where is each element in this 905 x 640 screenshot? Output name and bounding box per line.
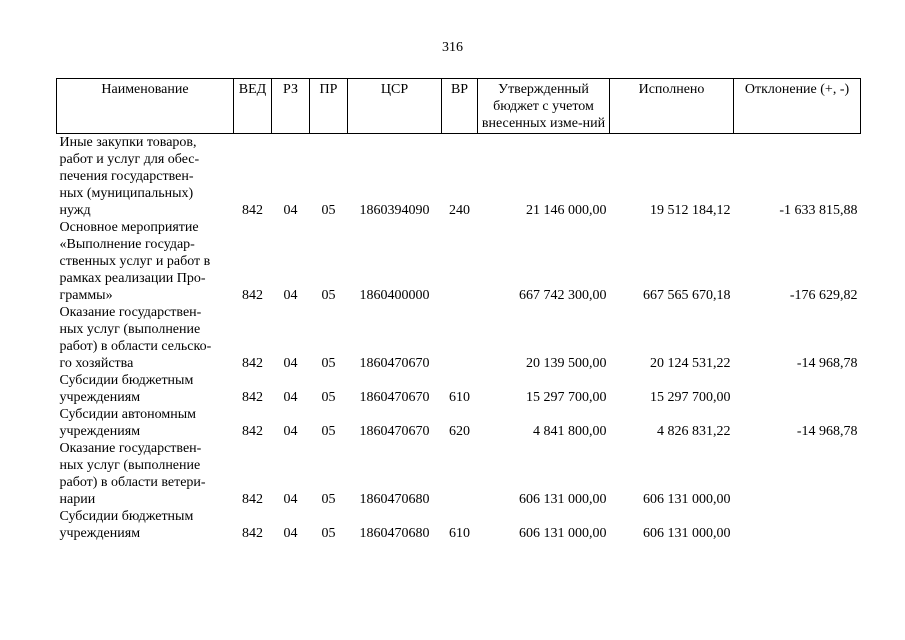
row-ved: 842: [242, 356, 263, 371]
row-name: Оказание государствен- ных услуг (выполнение работ) в области сельско- го хозяйства: [59, 305, 212, 371]
row-rz: 04: [283, 356, 298, 371]
row-pr: 05: [321, 203, 336, 218]
row-vr: [442, 219, 478, 304]
row-executed: 667 565 670,18: [643, 288, 731, 303]
table-row: [57, 134, 861, 220]
header-rz: РЗ: [272, 79, 310, 134]
row-executed: 19 512 184,12: [650, 203, 731, 218]
row-pr: 05: [321, 424, 336, 439]
row-name: Оказание государствен- ных услуг (выполнение работ) в области ветери- нарии: [59, 441, 206, 507]
row-pr: 05: [321, 492, 336, 507]
header-approved-budget: Утвержденный бюджет с учетом внесенных изме-ний: [478, 79, 610, 134]
header-ved: ВЕД: [234, 79, 272, 134]
table-row: [57, 508, 861, 542]
budget-execution-table: [56, 78, 861, 542]
table-header-row: [57, 79, 861, 134]
row-executed: 15 297 700,00: [650, 390, 731, 405]
header-vr: ВР: [442, 79, 478, 134]
table-row: [57, 372, 861, 406]
page-number: 316: [442, 40, 463, 55]
row-pr: 05: [321, 288, 336, 303]
row-deviation: -14 968,78: [796, 424, 858, 439]
header-pr: ПР: [310, 79, 348, 134]
table-row: [57, 440, 861, 508]
table-row: [57, 304, 861, 372]
row-approved: 15 297 700,00: [526, 390, 607, 405]
row-deviation: -1 633 815,88: [779, 203, 858, 218]
row-ved: 842: [242, 526, 263, 541]
header-executed: Исполнено: [610, 79, 734, 134]
row-rz: 04: [283, 492, 298, 507]
table-row: [57, 406, 861, 440]
row-rz: 04: [283, 390, 298, 405]
row-rz: 04: [283, 526, 298, 541]
row-csr: 1860394090: [359, 203, 430, 218]
row-vr: [442, 440, 478, 508]
row-vr: 240: [449, 203, 470, 218]
row-ved: 842: [242, 390, 263, 405]
row-ved: 842: [242, 203, 263, 218]
row-name: Субсидии бюджетным учреждениям: [59, 373, 194, 405]
header-name: Наименование: [57, 79, 234, 134]
row-name: Субсидии бюджетным учреждениям: [59, 509, 194, 541]
header-deviation: Отклонение (+, -): [734, 79, 861, 134]
row-rz: 04: [283, 424, 298, 439]
row-approved: 606 131 000,00: [519, 526, 607, 541]
row-pr: 05: [321, 356, 336, 371]
row-name: Иные закупки товаров, работ и услуг для обес- печения государствен- ных (муниципальных) нужд: [59, 135, 200, 218]
row-csr: 1860470680: [359, 492, 430, 507]
row-approved: 20 139 500,00: [526, 356, 607, 371]
row-executed: 606 131 000,00: [643, 492, 731, 507]
row-executed: 20 124 531,22: [650, 356, 731, 371]
row-executed: 606 131 000,00: [643, 526, 731, 541]
table-row: [57, 219, 861, 304]
row-vr: 620: [449, 424, 470, 439]
row-csr: 1860470670: [359, 424, 430, 439]
row-name: Основное мероприятие «Выполнение государ- ственных услуг и работ в рамках реализации Про- граммы»: [59, 220, 211, 303]
row-csr: 1860470670: [359, 356, 430, 371]
row-ved: 842: [242, 288, 263, 303]
row-pr: 05: [321, 526, 336, 541]
row-csr: 1860400000: [359, 288, 430, 303]
row-deviation: [734, 372, 861, 406]
row-approved: 21 146 000,00: [526, 203, 607, 218]
row-ved: 842: [242, 492, 263, 507]
row-deviation: -14 968,78: [796, 356, 858, 371]
row-pr: 05: [321, 390, 336, 405]
row-csr: 1860470670: [359, 390, 430, 405]
row-deviation: [734, 440, 861, 508]
row-ved: 842: [242, 424, 263, 439]
row-vr: [442, 304, 478, 372]
row-rz: 04: [283, 203, 298, 218]
row-approved: 4 841 800,00: [533, 424, 607, 439]
row-approved: 667 742 300,00: [519, 288, 607, 303]
row-vr: 610: [449, 390, 470, 405]
row-executed: 4 826 831,22: [657, 424, 731, 439]
row-deviation: [734, 508, 861, 542]
row-csr: 1860470680: [359, 526, 430, 541]
row-rz: 04: [283, 288, 298, 303]
row-name: Субсидии автономным учреждениям: [59, 407, 196, 439]
row-deviation: -176 629,82: [789, 288, 858, 303]
row-vr: 610: [449, 526, 470, 541]
header-csr: ЦСР: [348, 79, 442, 134]
row-approved: 606 131 000,00: [519, 492, 607, 507]
